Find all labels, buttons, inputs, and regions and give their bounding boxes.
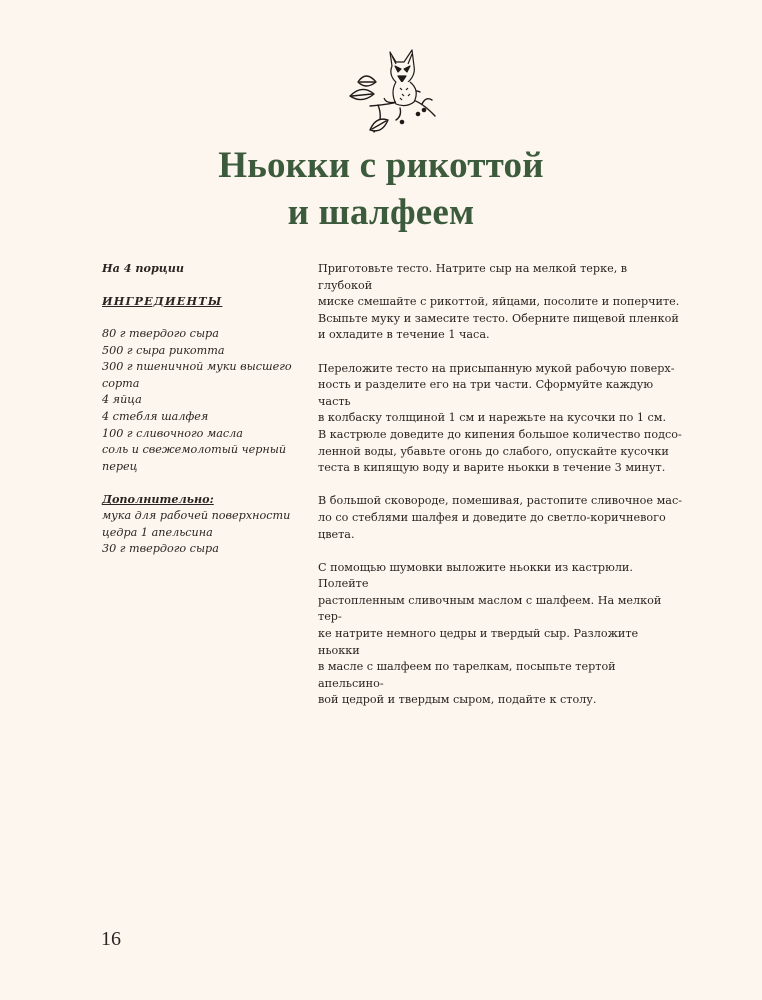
extra-ingredient-item: цедра 1 апельсина <box>102 525 213 539</box>
recipe-title <box>0 142 762 236</box>
instruction-step-3: В большой сковороде, помешивая, растопите сливочное мас- ло со стеблями шалфея и доведите до светло-коричневого цвета. <box>318 494 682 541</box>
extra-ingredients-list <box>102 508 307 558</box>
ingredient-item: 500 г сыра рикотта <box>102 343 225 357</box>
ingredient-item: 100 г сливочного масла <box>102 426 243 440</box>
recipe-title-line-1: Ньокки с рикоттой <box>218 145 544 186</box>
ingredient-item: соль и свежемолотый черный перец <box>102 443 287 473</box>
instruction-step-2: Переложите тесто на присыпанную мукой рабочую поверх- ность и разделите его на три части. Сформуйте каждую часть в колбаску толщиной 1 см и нарежьте на кусочки по 1 см. В кастрюле доведите до кипения большое количество подсо- ленной воды, убавьте огонь до слабого, опускайте кусочки теста в кипящую воду и варите ньокки в течение 3 минут. <box>318 361 682 475</box>
ingredient-item: сорта <box>102 376 140 390</box>
ingredient-item: 300 г пшеничной муки высшего <box>102 360 292 374</box>
extra-heading: Дополнительно: <box>102 492 214 507</box>
ingredient-item: 4 стебля шалфея <box>102 409 209 423</box>
extra-ingredient-item: 30 г твердого сыра <box>102 542 219 556</box>
fox-with-leaves-icon <box>340 44 440 138</box>
instruction-step-1: Приготовьте тесто. Натрите сыр на мелкой терке, в глубокой миске смешайте с рикоттой, яйцами, посолите и поперчите. Всыпьте муку и замесите тесто. Оберните пищевой пленкой и охладите в течение 1 часа. <box>318 262 680 342</box>
ingredients-heading: ИНГРЕДИЕНТЫ <box>102 294 223 308</box>
servings-label: На 4 порции <box>102 261 185 275</box>
instruction-step-4: С помощью шумовки выложите ньокки из кастрюли. Полейте растопленным сливочным маслом с шалфеем. На мелкой тер- ке натрите немного цедры и твердый сыр. Разложите ньокки в масле с шалфеем по тарелкам, посыпьте тертой апельсино- вой цедрой и твердым сыром, подайте к столу. <box>318 560 662 707</box>
extra-ingredient-item: мука для рабочей поверхности <box>102 508 291 522</box>
instructions-column <box>318 261 682 726</box>
recipe-title-line-2: и шалфеем <box>287 192 475 233</box>
page-number: 16 <box>101 928 121 950</box>
ingredients-list <box>102 326 307 475</box>
ingredient-item: 80 г твердого сыра <box>102 327 219 340</box>
ingredient-item: 4 яйца <box>102 393 142 407</box>
ingredients-column <box>102 260 307 558</box>
